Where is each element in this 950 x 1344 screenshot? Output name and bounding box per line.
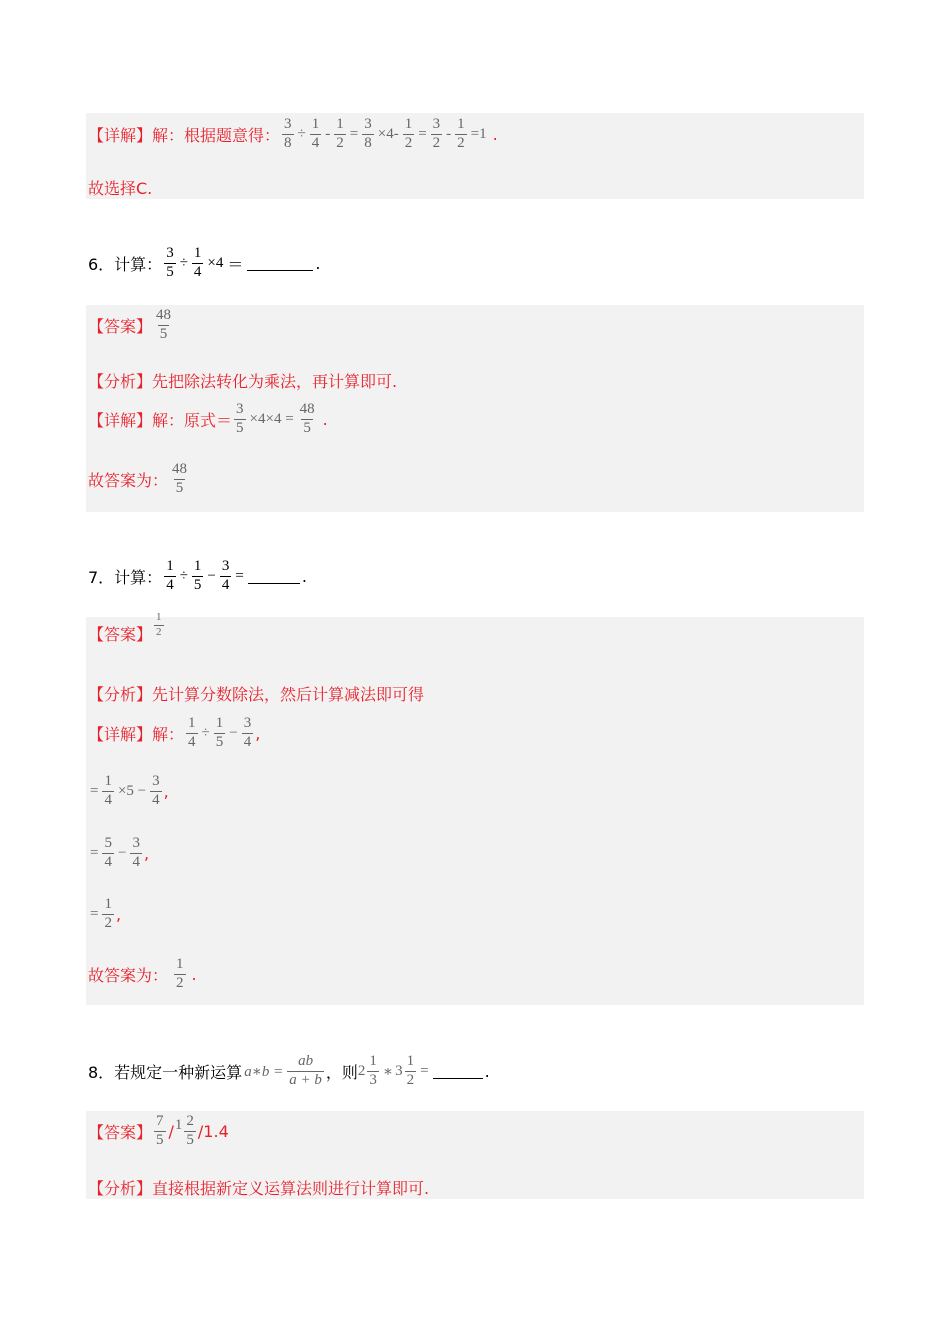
fraction: $\frac{5}{4}$ xyxy=(104,835,112,870)
analysis-text: 先计算分数除法，然后计算减法即可得 xyxy=(152,685,425,704)
q6-detail-line: 【详解】 解：原式＝ $\frac{3}{5}$ ×4×4 = $\frac{48}{5}$ . xyxy=(88,401,328,436)
fraction: $\frac{1}{4}$ xyxy=(311,116,320,151)
analysis-label: 【分析】 xyxy=(88,685,153,704)
fraction: $\frac{1}{4}$ xyxy=(188,715,196,750)
q7-expression: $\frac{1}{4}$ ÷ $\frac{1}{5}$ − $\frac{3}{4}$ = xyxy=(166,558,244,593)
fraction: $\frac{1}{5}$ xyxy=(193,558,202,593)
answer-blank[interactable] xyxy=(248,569,300,584)
fraction: $\frac{3}{4}$ xyxy=(243,715,252,750)
answer-label: 【答案】 xyxy=(88,316,153,336)
q8-answer-line: 【答案】 $\frac{7}{5}$ / 1 $\frac{2}{5}$ /1.4 xyxy=(88,1113,229,1148)
detail-text: 解：原式＝ xyxy=(152,410,233,430)
fraction: $\frac{1}{5}$ xyxy=(215,715,224,750)
conclusion-text: 故选择C. xyxy=(88,179,153,198)
fraction: $\frac{2}{5}$ xyxy=(186,1113,194,1148)
analysis-label: 【分析】 xyxy=(88,372,153,391)
q7-solution-block xyxy=(86,617,864,1005)
q7-answer-line xyxy=(88,611,166,646)
fraction: $\frac{1}{2}$ xyxy=(104,896,112,931)
q5-detail-line xyxy=(88,117,498,152)
fraction: $\frac{3}{5}$ xyxy=(236,401,244,436)
q6-detail-expression: $\frac{3}{5}$ ×4×4 = $\frac{48}{5}$ xyxy=(236,401,315,436)
period: . xyxy=(492,124,498,144)
conclusion-fraction: $\frac{1}{2}$ xyxy=(176,956,184,991)
answer-fraction: $\frac{48}{5}$ xyxy=(156,307,172,342)
answer-fraction: $\frac{1}{2}$ xyxy=(156,611,162,638)
q7-question: 7．计算： $\frac{1}{4}$ ÷ $\frac{1}{5}$ − $\frac{3}{4}$ = . xyxy=(88,558,307,593)
fraction: $\frac{3}{2}$ xyxy=(432,116,441,151)
q6-answer-line xyxy=(88,308,175,343)
detail-label: 【详解】 xyxy=(88,125,153,145)
detail-label: 【详解】 xyxy=(88,410,153,430)
step-expression: = $\frac{1}{4}$ ×5 − $\frac{3}{4}$ xyxy=(90,773,160,808)
q8-definition: a∗b = $\frac{ab}{a + b}$ xyxy=(244,1053,322,1088)
q6-analysis-line xyxy=(88,369,397,392)
analysis-text: 直接根据新定义运算法则进行计算即可. xyxy=(152,1179,430,1198)
q7-step1: = $\frac{1}{4}$ ×5 − $\frac{3}{4}$ , xyxy=(90,773,169,808)
question-number: 6．计算： xyxy=(88,254,163,274)
answer-label: 【答案】 xyxy=(88,624,153,644)
fraction: $\frac{1}{4}$ xyxy=(193,245,202,280)
answer-fraction: $\frac{7}{5}$ xyxy=(156,1113,164,1148)
fraction: $\frac{1}{2}$ xyxy=(336,116,344,151)
fraction: $\frac{1}{4}$ xyxy=(166,558,174,593)
fraction: $\frac{1}{2}$ xyxy=(406,1053,415,1088)
q5-conclusion xyxy=(88,176,152,199)
q6-question: 6．计算： $\frac{3}{5}$ ÷ $\frac{1}{4}$ ×4 ＝ . xyxy=(88,245,321,280)
fraction: $\frac{1}{4}$ xyxy=(104,773,112,808)
q8-expression: 2 $\frac{1}{3}$ ∗ 3 $\frac{1}{2}$ = xyxy=(357,1053,429,1088)
conclusion-fraction: $\frac{48}{5}$ xyxy=(172,461,188,496)
fraction: $\frac{3}{4}$ xyxy=(221,558,230,593)
q7-step2: = $\frac{5}{4}$ − $\frac{3}{4}$ , xyxy=(90,835,150,870)
fraction: $\frac{ab}{a + b}$ xyxy=(289,1053,322,1088)
q6-conclusion xyxy=(88,462,191,497)
fraction: $\frac{3}{4}$ xyxy=(152,773,160,808)
step-expression: = $\frac{1}{2}$ xyxy=(90,896,112,931)
detail-text: 解：根据题意得： xyxy=(152,125,281,145)
fraction: $\frac{1}{2}$ xyxy=(457,116,465,151)
q7-analysis-line xyxy=(88,682,424,705)
fraction: $\frac{3}{8}$ xyxy=(364,116,372,151)
q6-expression: $\frac{3}{5}$ ÷ $\frac{1}{4}$ ×4 ＝ xyxy=(166,245,244,280)
conclusion-text: 故答案为： xyxy=(88,470,169,490)
step-expression: = $\frac{5}{4}$ − $\frac{3}{4}$ xyxy=(90,835,140,870)
q7-step3: = $\frac{1}{2}$ , xyxy=(90,896,122,931)
answer-blank[interactable] xyxy=(247,256,313,271)
question-number: 8．若规定一种新运算 xyxy=(88,1062,243,1082)
question-number: 7．计算： xyxy=(88,567,163,587)
detail-label: 【详解】 xyxy=(88,724,153,744)
q5-expression: $\frac{3}{8}$ ÷ $\frac{1}{4}$ - $\frac{1}{2}$ = $\frac{3}{8}$ ×4- $\frac{1}{2}$ = $\frac{3}{2}$ - $\frac{1}{2}$ =1 xyxy=(284,116,487,151)
analysis-text: 先把除法转化为乘法，再计算即可. xyxy=(152,372,398,391)
fraction: $\frac{3}{4}$ xyxy=(132,835,140,870)
fraction: $\frac{48}{5}$ xyxy=(299,401,315,436)
answer-blank[interactable] xyxy=(433,1064,483,1079)
q7-step0: $\frac{1}{4}$ ÷ $\frac{1}{5}$ − $\frac{3}{4}$ xyxy=(188,715,252,750)
fraction: $\frac{1}{2}$ xyxy=(404,116,413,151)
fraction: $\frac{1}{3}$ xyxy=(369,1053,377,1088)
fraction: $\frac{3}{8}$ xyxy=(284,116,292,151)
answer-mixed-number: 1 $\frac{2}{5}$ xyxy=(174,1113,194,1148)
detail-text: 解： xyxy=(152,724,185,744)
q8-question: 8．若规定一种新运算 a∗b = $\frac{ab}{a + b}$ ，则 2 $\frac{1}{3}$ ∗ 3 $\frac{1}{2}$ = . xyxy=(88,1053,490,1088)
analysis-label: 【分析】 xyxy=(88,1179,153,1198)
conclusion-text: 故答案为： xyxy=(88,965,169,985)
q7-detail-line: 【详解】 解： $\frac{1}{4}$ ÷ $\frac{1}{5}$ − $\frac{3}{4}$ , xyxy=(88,715,261,750)
fraction: $\frac{3}{5}$ xyxy=(166,245,174,280)
q8-analysis-line xyxy=(88,1176,429,1199)
q7-conclusion: 故答案为： $\frac{1}{2}$ . xyxy=(88,956,197,991)
answer-label: 【答案】 xyxy=(88,1122,153,1142)
